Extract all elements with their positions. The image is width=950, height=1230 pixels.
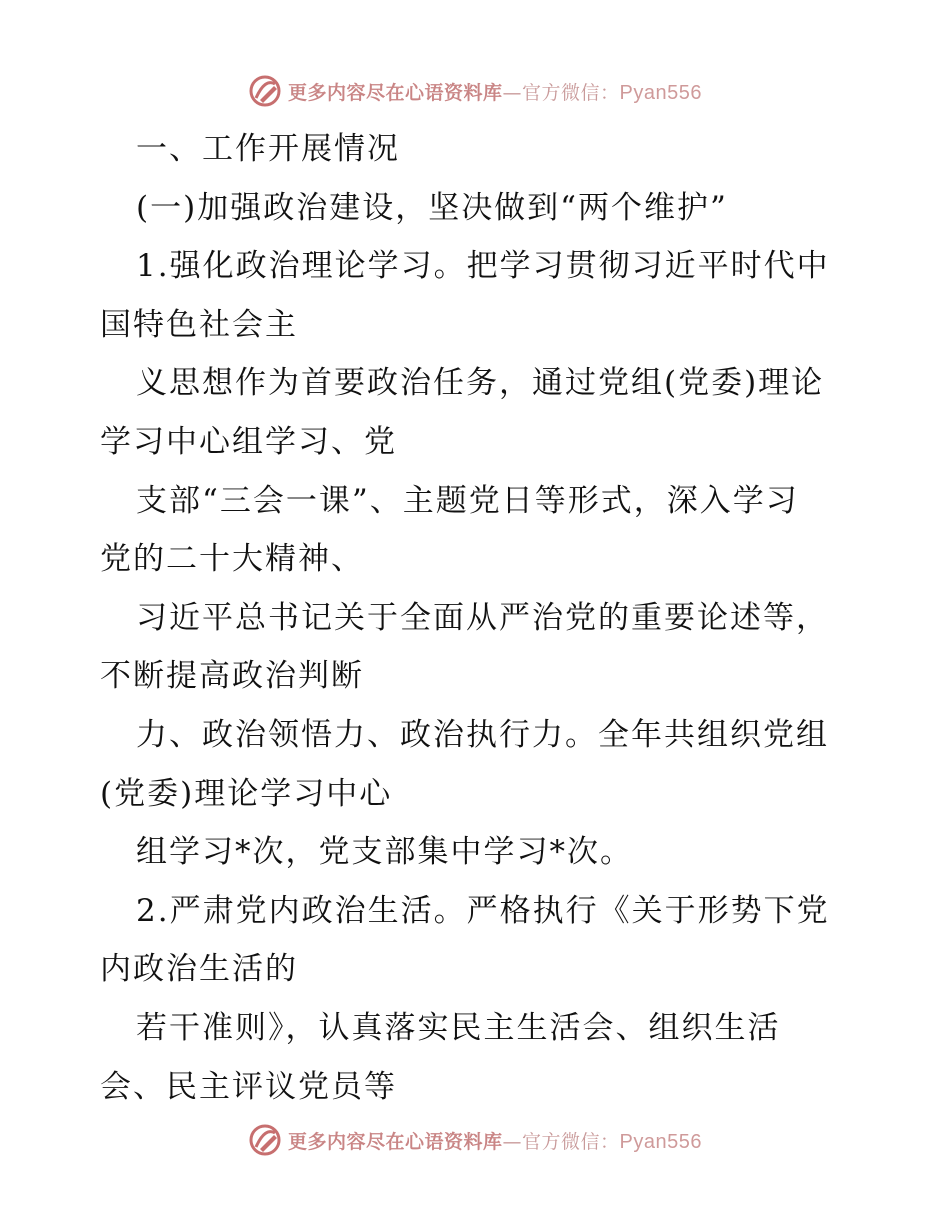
watermark-account: Pyan556 [619,1130,702,1153]
text-line: 学习中心组学习、党 [100,423,397,460]
text-line: 党的二十大精神、 [100,541,364,578]
text-line: (党委)理论学习中心 [100,775,393,812]
brand-logo-icon [248,1123,282,1157]
text-line: 若干准则》，认真落实民主生活会、组织生活 [136,1009,781,1046]
text-line: 不断提高政治判断 [100,658,364,695]
watermark-brand: 更多内容尽在心语资料库 [288,81,503,104]
text-line: 力、政治领悟力、政治执行力。全年共组织党组 [136,716,829,753]
watermark-text [288,1127,702,1154]
text-line: 国特色社会主 [100,306,298,343]
watermark-dash: — [502,81,523,104]
watermark-text [288,78,702,105]
watermark-dash: — [502,1130,523,1153]
text-line: 一、工作开展情况 [136,131,400,167]
text-line: 2.严肃党内政治生活。严格执行《关于形势下党 [136,892,830,929]
text-line: 支部“三会一课”、主题党日等形式，深入学习 [136,482,799,519]
watermark-brand: 更多内容尽在心语资料库 [288,1130,503,1153]
watermark-official: 官方微信： [522,81,620,104]
document-body [100,120,860,1116]
footer-watermark [0,1120,950,1160]
watermark-account: Pyan556 [619,81,702,104]
text-line: 习近平总书记关于全面从严治党的重要论述等， [136,599,829,636]
text-line: 义思想作为首要政治任务，通过党组(党委)理论 [136,365,825,402]
text-line: 1.强化政治理论学习。把学习贯彻习近平时代中 [136,248,830,285]
text-line: 内政治生活的 [100,951,298,988]
text-line: 会、民主评议党员等 [100,1068,397,1105]
text-line: 组学习*次，党支部集中学习*次。 [136,834,633,871]
text-line: (一)加强政治建设，坚决做到“两个维护” [136,189,728,226]
header-watermark [0,71,950,111]
brand-logo-icon [248,74,282,108]
watermark-official: 官方微信： [522,1130,620,1153]
